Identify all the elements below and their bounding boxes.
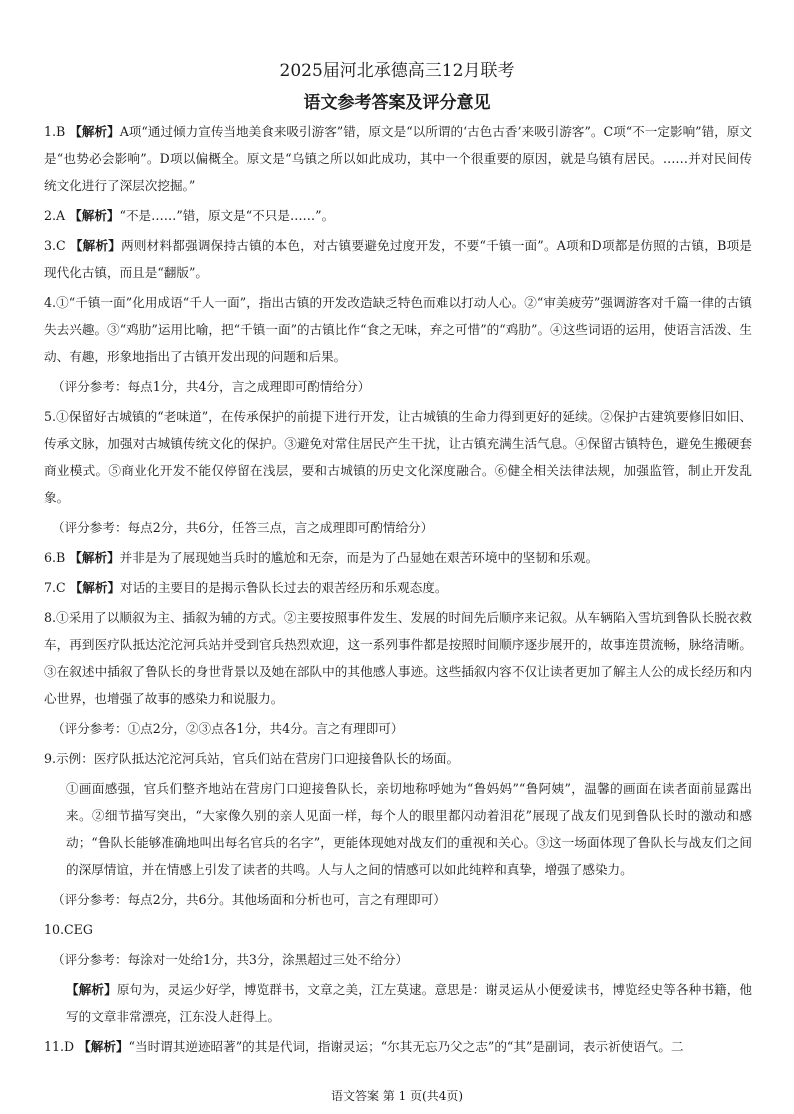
answer-number: 6.B <box>44 550 66 565</box>
answer-item <box>44 544 752 571</box>
analysis-tag: 【解析】 <box>78 1039 129 1054</box>
answer-text: （评分参考：每点2分，共6分。其他场面和分析也可，言之有理即可） <box>52 892 446 907</box>
answer-number: 2.A <box>44 208 66 223</box>
answer-text: “当时谓其逆迹昭著”的其是代词，指谢灵运；“尔其无忘乃父之志”的“其”是副词，表示祈使语气。二 <box>128 1039 684 1054</box>
answer-text: 并非是为了展现她当兵时的尴尬和无奈，而是为了凸显她在艰苦环境中的坚韧和乐观。 <box>119 550 599 565</box>
answer-number: 9. <box>44 751 57 766</box>
document-title: 2025届河北承德高三12月联考 <box>279 61 515 81</box>
analysis-tag: 【解析】 <box>69 580 121 595</box>
answer-item <box>44 745 752 772</box>
answer-text: 示例：医疗队抵达沱沱河兵站，官兵们站在营房门口迎接鲁队长的场面。 <box>56 751 460 766</box>
answer-item <box>44 775 752 883</box>
answer-text: ①“千镇一面”化用成语“千人一面”，指出古镇的开发改造缺乏特色而难以打动人心。②“审美疲劳”强调游客对千篇一律的古镇失去兴趣。③“鸡肋”运用比喻，把“千镇一面”的古镇比作“食之无味，弃之可惜”的“鸡肋”。④这些词语的运用，使语言活泼、生动、有趣，形象地指出了古镇开发出现的问题和后果。 <box>44 295 752 364</box>
answer-item <box>44 403 752 511</box>
answer-text: （评分参考：每点2分，共6分，任答三点，言之成理即可酌情给分） <box>52 520 434 535</box>
answer-list <box>44 118 752 1063</box>
page-footer: 语文答案 第 1 页(共4页) <box>330 1089 464 1103</box>
answer-text: （评分参考：每涂对一处给1分，共3分，涂黑超过三处不给分） <box>52 952 409 967</box>
answer-number: 8. <box>44 610 57 625</box>
scoring-note <box>44 946 752 973</box>
answer-number: 11.D <box>44 1039 75 1054</box>
answer-item <box>44 976 752 1030</box>
answer-text: ①保留好古城镇的“老味道”，在传承保护的前提下进行开发，让古城镇的生命力得到更好的延续。②保护古建筑要修旧如旧、传承文脉，加强对古城镇传统文化的保护。③避免对常住居民产生干扰，让古镇充满生活气息。④保留古镇特色，避免生搬硬套商业模式。⑤商业化开发不能仅停留在浅层，要和古城镇的历史文化深度融合。⑥健全相关法律法规，加强监管，制止开发乱象。 <box>44 409 752 505</box>
answer-item <box>44 916 752 943</box>
scoring-note <box>44 715 752 742</box>
answer-number: 7.C <box>44 580 66 595</box>
answer-item <box>44 202 752 229</box>
scoring-note <box>44 373 752 400</box>
answer-text: 原句为，灵运少好学，博览群书，文章之美，江左莫逮。意思是：谢灵运从小便爱读书，博览经史等各种书籍，他写的文章非常漂亮，江东没人赶得上。 <box>66 982 753 1024</box>
answer-item <box>44 289 752 370</box>
analysis-tag: 【解析】 <box>69 550 120 565</box>
answer-item <box>44 118 752 199</box>
answer-text: A项“通过倾力宣传当地美食来吸引游客”错，原文是“以所谓的‘古色古香’来吸引游客”。C项“不一定影响”错，原文是“也势必会影响”。D项以偏概全。原文是“乌镇之所以如此成功，其中一个很重要的原因，就是乌镇有居民。……并对民间传统文化进行了深层次挖掘。” <box>44 124 753 193</box>
scoring-note <box>44 514 752 541</box>
answer-number: 1.B <box>44 124 66 139</box>
analysis-tag: 【解析】 <box>69 208 120 223</box>
answer-text: （评分参考：①点2分，②③点各1分，共4分。言之有理即可） <box>52 721 404 736</box>
answer-number: 3.C <box>44 238 66 253</box>
answer-text: 对话的主要目的是揭示鲁队长过去的艰苦经历和乐观态度。 <box>120 580 448 595</box>
answer-number: 4. <box>44 295 57 310</box>
document-subtitle: 语文参考答案及评分意见 <box>303 93 491 113</box>
answer-text: ①画面感强，官兵们整齐地站在营房门口迎接鲁队长，亲切地称呼她为“鲁妈妈”“鲁阿姨”，温馨的画面在读者面前显露出来。②细节描写突出，“大家像久别的亲人见面一样，每个人的眼里都闪动着泪花”展现了战友们见到鲁队长时的激动和感动；“鲁队长能够准确地叫出每名官兵的名字”，更能体现她对战友们的重视和关心。③这一场面体现了鲁队长与战友们之间的深厚情谊，并在情感上引发了读者的共鸣。人与人之间的情感可以如此纯粹和真挚，增强了感染力。 <box>66 781 752 877</box>
analysis-tag: 【解析】 <box>69 238 122 253</box>
answer-item <box>44 1033 752 1060</box>
answer-text: ①采用了以顺叙为主、插叙为辅的方式。②主要按照事件发生、发展的时间先后顺序来记叙。从车辆陷入雪坑到鲁队长脱衣救车，再到医疗队抵达沱沱河兵站并受到官兵热烈欢迎，这一系列事件都是按照时间顺序逐步展开的，故事连贯流畅，脉络清晰。③在叙述中插叙了鲁队长的身世背景以及她在部队中的其他感人事迹。这些插叙内容不仅让读者更加了解主人公的成长经历和内心世界，也增强了故事的感染力和说服力。 <box>44 610 752 706</box>
answer-text: （评分参考：每点1分，共4分，言之成理即可酌情给分） <box>52 379 371 394</box>
analysis-tag: 【解析】 <box>69 124 120 139</box>
answer-text: 两则材料都强调保持古镇的本色，对古镇要避免过度开发，不要“千镇一面”。A项和D项都是仿照的古镇，B项是现代化古镇，而且是“翻版”。 <box>44 238 752 280</box>
answer-number: 5. <box>44 409 57 424</box>
answer-item <box>44 232 752 286</box>
scoring-note <box>44 886 752 913</box>
answer-text: “不是……”错，原文是“不只是……”。 <box>119 208 335 223</box>
answer-item <box>44 574 752 601</box>
answer-item <box>44 604 752 712</box>
answer-number: 10.CEG <box>44 922 93 937</box>
analysis-tag: 【解析】 <box>66 982 117 997</box>
